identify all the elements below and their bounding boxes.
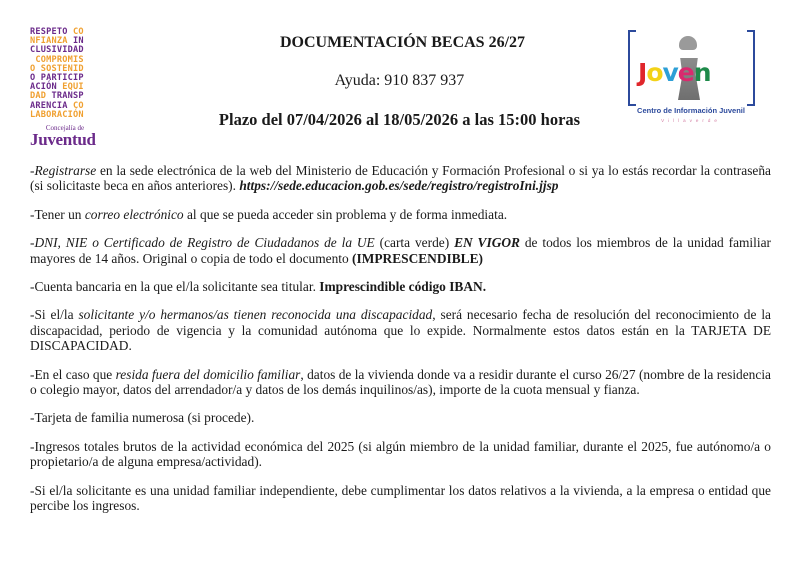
text-run: -Si el/la (30, 307, 79, 323)
text-run: (carta verde) (374, 235, 455, 251)
text-run: -Si el/la solicitante es una unidad familiar independiente, debe cumplimentar los datos relativos a la vivienda, a la empresa o entidad que percibe los ingresos. (30, 482, 771, 514)
text-run: Imprescindible código IBAN. (319, 279, 487, 295)
requirement-item (30, 410, 771, 425)
logo-caption: Centro de Información Juvenil (637, 106, 745, 115)
logo-name: Juventud (30, 130, 96, 150)
text-run: , será necesario fecha de resolución del reconocimiento de la discapacidad, periodo de vigencia y la comunidad autónoma que lo expide. Normalmente estos datos están en la TARJETA DE DISCAPACIDAD. (30, 307, 771, 354)
text-run: al que se pueda acceder sin problema y de forma inmediata. (183, 206, 508, 222)
logo-subtitle: Concejalía de (45, 124, 85, 133)
word-block-line: ARENCIA CO (30, 100, 84, 111)
text-run: resida fuera del domicilio familiar (115, 366, 301, 382)
word-block-line: DAD TRANSP (30, 91, 84, 102)
helpline: Ayuda: 910 837 937 (334, 72, 465, 89)
text-run: , datos de la vivienda donde va a residir durante el curso 26/27 (nombre de la residencia o colegio mayor, datos del arrendador/a y datos de los demás inquilinos/as), importe de la cuota mensual y fianza. (30, 366, 771, 398)
logo-city: Villaverde (661, 118, 721, 123)
text-run: Registrarse (34, 163, 97, 178)
text-run: correo electrónico (84, 206, 184, 222)
requirement-item (30, 307, 771, 353)
bracket-left-icon (628, 30, 636, 106)
word-block-line: O PARTICIP (30, 73, 84, 84)
bracket-right-icon (747, 30, 755, 106)
requirements-list (30, 163, 771, 514)
requirement-item (30, 207, 771, 222)
word-block-line: LABORACIÓN (30, 109, 84, 120)
text-run: solicitante y/o hermanos/as tienen reconocida una discapacidad (78, 307, 433, 323)
word-block-line: CLUSIVIDAD (30, 45, 84, 56)
requirement-item (30, 279, 771, 294)
text-run: EN VIGOR (454, 235, 520, 251)
text-run: -Ingresos totales brutos de la actividad económica del 2025 (si algún miembro de la unidad familiar, durante el 2025, fue autónomo/a o propietario/a de alguna empresa/actividad). (30, 438, 771, 470)
requirement-item (30, 235, 771, 266)
text-run: - (30, 235, 35, 251)
text-run: de todos los miembros de la unidad familiar mayores de 14 años. Original o copia de todo el documento (30, 235, 771, 266)
centro-informacion-juvenil-logo (626, 30, 766, 130)
page-title: DOCUMENTACIÓN BECAS 26/27 (279, 34, 526, 51)
deadline: Plazo del 07/04/2026 al 18/05/2026 a las 15:00 horas (218, 110, 581, 129)
word-block-line: COMPROMIS (30, 54, 84, 65)
joven-wordmark: Joven (638, 58, 711, 87)
text-run: DNI, NIE o Certificado de Registro de Ciudadanos de la UE (34, 235, 375, 251)
text-run: -Tener un (30, 206, 85, 222)
requirement-item (30, 163, 771, 194)
text-run: en la sede electrónica de la web del Ministerio de Educación y Formación Profesional o si ya lo estás recordar la contraseña (si solicitaste beca en años anteriores). (30, 163, 771, 194)
requirement-item (30, 439, 771, 470)
requirement-item (30, 483, 771, 514)
registration-link[interactable]: https://sede.educacion.gob.es/sede/registro/registroIni.jjsp (239, 178, 559, 194)
text-run: -Cuenta bancaria en la que el/la solicitante sea titular. (30, 279, 320, 295)
text-run: - (30, 163, 35, 178)
word-block-line: O SOSTENID (30, 63, 84, 74)
word-block-line: ACIÓN EQUI (30, 82, 84, 93)
text-run: -Tarjeta de familia numerosa (si procede). (30, 410, 255, 426)
requirement-item (30, 367, 771, 398)
text-run: (IMPRESCENDIBLE) (352, 250, 483, 266)
word-block-line: RESPETO CO (30, 27, 84, 37)
text-run: -En el caso que (30, 366, 116, 382)
word-block-line: NFIANZA IN (30, 36, 84, 47)
